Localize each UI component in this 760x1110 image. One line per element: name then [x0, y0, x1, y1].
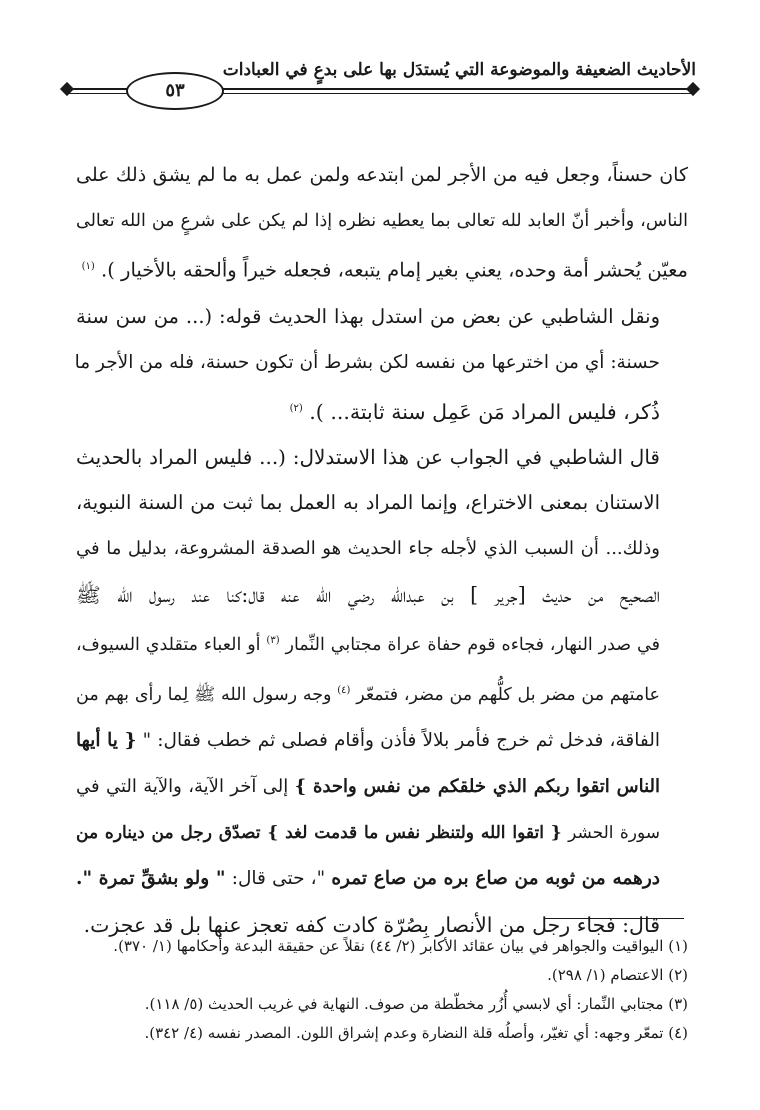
- main-text: [76, 152, 688, 948]
- text-line: قال الشاطبي في الجواب عن هذا الاستدلال: (... فليس المراد بالحديث: [76, 445, 660, 470]
- text-line: قال: فجاء رجل من الأنصار بِصُرّة كادت كفه تعجز عنها بل قد عجزت.: [83, 912, 660, 937]
- text-line: الاستنان بمعنى الاختراع، وإنما المراد به العمل بما ثبت من السنة النبوية،: [76, 491, 660, 515]
- footnote: (٣) مجتابي النِّمار: أي لابسي أُزُر مخطّطة من صوف. النهاية في غريب الحديث (٥/ ١١٨).: [144, 995, 688, 1013]
- text-line: كان حسناً، وجعل فيه من الأجر لمن ابتدعه ولمن عمل به ما لم يشق ذلك على: [76, 164, 688, 186]
- text-line: في صدر النهار، فجاءه قوم حفاة عراة مجتابي النِّمار $^{(٣)}$ أو العباء متقلدي السيوف،: [76, 635, 660, 656]
- footnote-ref[interactable]: (٣): [266, 635, 280, 647]
- footnote: (١) اليواقيت والجواهر في بيان عقائد الأكابر (٢/ ٤٤) نقلاً عن حقيقة البدعة وأحكامها (١/ ٣٧٠).: [113, 937, 688, 955]
- text-line: معيّن يُحشر أمة وحده، يعني بغير إمام يتبعه، فجعله خيراً وألحقه بالأخيار ). $^{(١)}$: [81, 258, 688, 282]
- quran-quote: الناس اتقوا ربكم الذي خلقكم من نفس واحدة }: [294, 775, 660, 797]
- footnote-ref[interactable]: (٤): [337, 685, 351, 697]
- hadith-quote: درهمه من ثوبه من صاع بره من صاع تمره: [331, 867, 660, 889]
- footnote-ref[interactable]: (١): [81, 261, 95, 272]
- footnote-separator: [544, 918, 684, 919]
- text-line: عامتهم من مضر بل كلُّهم من مضر، فتمعّر $^{(٤)}$ وجه رسول الله ﷺ لِما رأى بهم من: [76, 684, 660, 705]
- quran-quote: { يا أيها: [76, 729, 137, 751]
- running-title: الأحاديث الضعيفة والموضوعة التي يُستدَل بها على بدعٍ في العبادات: [222, 60, 696, 80]
- footnote: (٢) الاعتصام (١/ ٢٩٨).: [547, 966, 688, 984]
- footnote-ref[interactable]: (٢): [289, 402, 303, 414]
- running-header: [58, 60, 702, 110]
- footnote: (٤) تمعّر وجهه: أي تغيّر، وأصلُه قلة النضارة وعدم إشراق اللون. المصدر نفسه (٤/ ٣٤٢).: [144, 1024, 688, 1042]
- paragraph-1: [76, 152, 688, 294]
- text-line: ذُكر، فليس المراد مَن عَمِل سنة ثابتة... ). $^{(٢)}$: [289, 399, 660, 424]
- quran-quote: { اتقوا الله ولتنظر نفس ما قدمت لغد } تصدّق رجل من ديناره من: [76, 822, 562, 843]
- text-line: الناس اتقوا ربكم الذي خلقكم من نفس واحدة } إلى آخر الآية، والآية التي في: [76, 775, 660, 797]
- text-line: ونقل الشاطبي عن بعض من استدل بهذا الحديث قوله: (... من سن سنة: [76, 304, 660, 328]
- text-line: حسنة: أي من اخترعها من نفسه لكن بشرط أن تكون حسنة، فله من الأجر ما: [74, 351, 660, 373]
- text-line: وذلك... أن السبب الذي لأجله جاء الحديث هو الصدقة المشروعة، بدليل ما في: [76, 538, 660, 560]
- footnotes: [76, 932, 688, 1048]
- paragraph-3: [76, 434, 688, 902]
- text-line: الناس، وأخبر أنّ العابد لله تعالى بما يعطيه نظره إذا لم يكن على شرعٍ من الله تعالى: [76, 211, 688, 231]
- text-line: الفاقة، فدخل ثم خرج فأمر بلالاً فأذن وأقام فصلى ثم خطب فقال: " { يا أيها: [76, 729, 660, 751]
- text-line: الصحيح من حديث [جرير ] بن عبدالله رضي الله عنه قال:كنا عند رسول الله ﷺ: [76, 583, 660, 608]
- text-line: سورة الحشر { اتقوا الله ولتنظر نفس ما قدمت لغد } تصدّق رجل من ديناره من: [76, 822, 660, 843]
- hadith-quote: " ولو بشقِّ تمرة ".: [76, 867, 226, 889]
- paragraph-2: [76, 294, 688, 435]
- page-number: ٥٣: [126, 72, 224, 110]
- text-line: درهمه من ثوبه من صاع بره من صاع تمره "، حتى قال: " ولو بشقِّ تمرة ".: [76, 867, 660, 889]
